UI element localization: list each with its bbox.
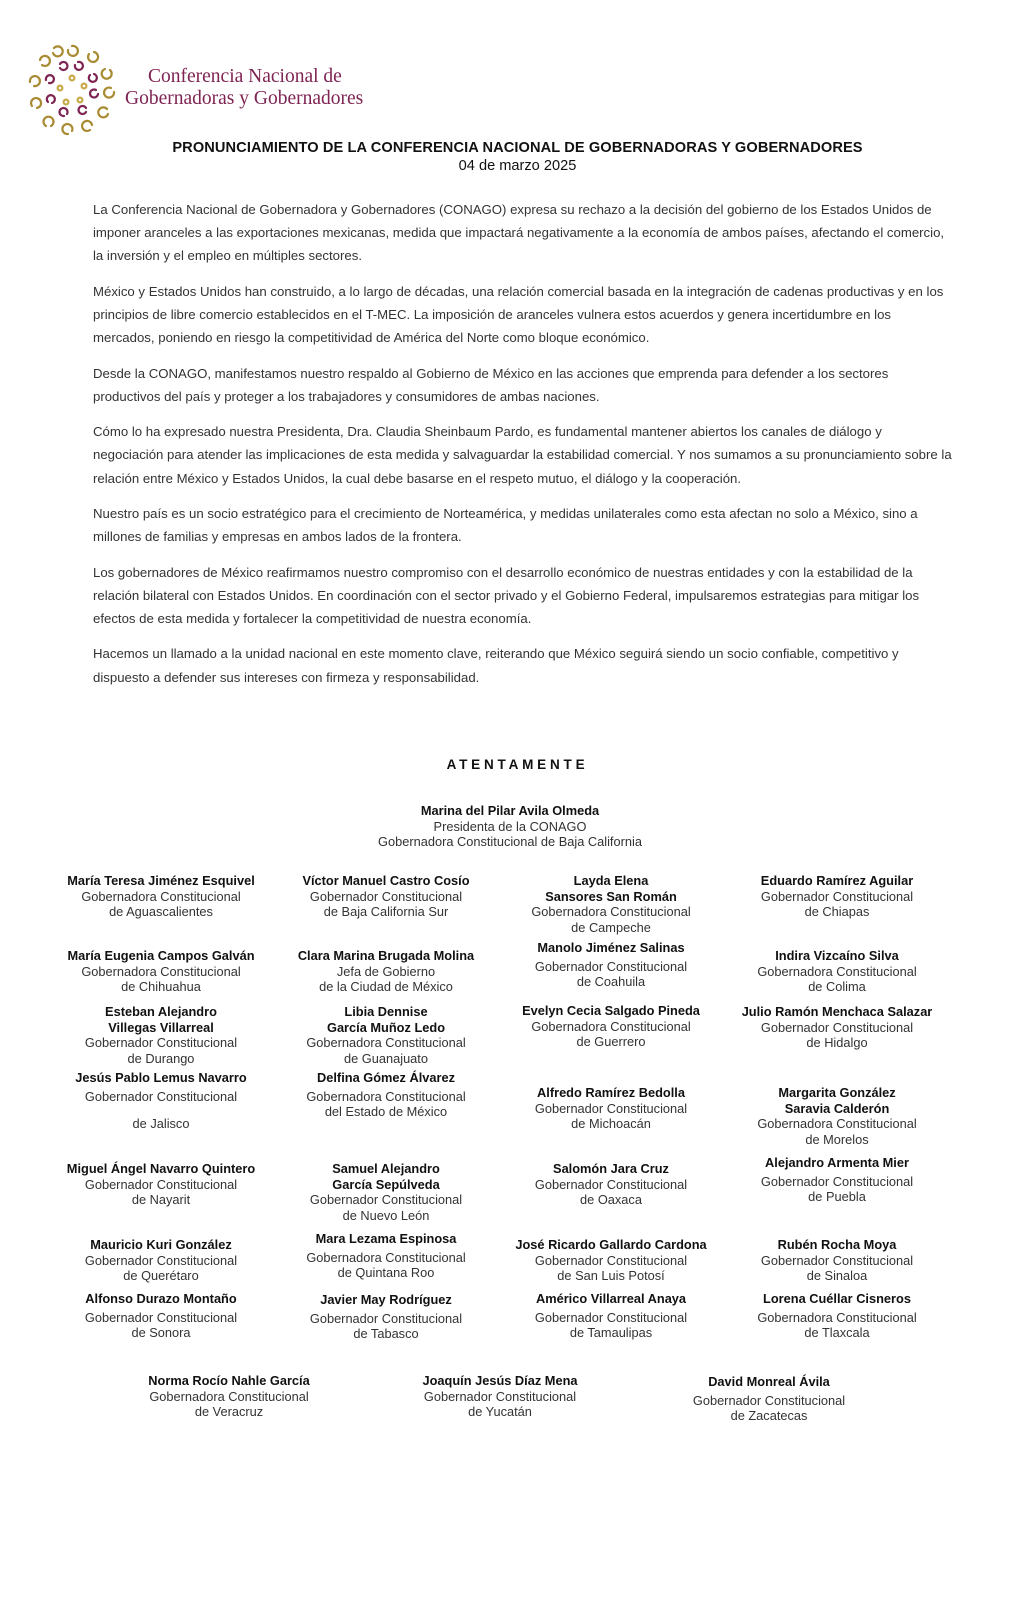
signatory-title: de Nayarit	[131, 1192, 191, 1207]
signatory	[266, 873, 506, 920]
signatory	[41, 1161, 281, 1208]
signatory-name: Jesús Pablo Lemus Navarro	[75, 1070, 247, 1085]
signatory-title: de Baja California Sur	[323, 904, 449, 919]
signatory-title: de Coahuila	[576, 974, 646, 989]
paragraph: Nuestro país es un socio estratégico para el crecimiento de Norteamérica, y medidas unilaterales como esta afectan no solo a México, sino a millones de familias y empresas en ambos lados de la frontera.	[93, 505, 918, 545]
signatory	[717, 1085, 957, 1147]
signatory-title: Gobernador Constitucional	[84, 1088, 238, 1104]
signatory-title: de Aguascalientes	[109, 904, 213, 919]
signatory-title: Gobernador Constitucional	[534, 1176, 688, 1192]
signatory-title: de Jalisco	[132, 1116, 190, 1131]
signatory	[717, 1004, 957, 1051]
signatory-name: Salomón Jara Cruz	[553, 1161, 669, 1176]
signatory-title: Gobernador Constitucional	[309, 888, 463, 904]
paragraph: La Conferencia Nacional de Gobernadora y Gobernadores (CONAGO) expresa su rechazo a la decisión del gobierno de los Estados Unidos de imponer aranceles a las exportaciones mexicanas, medida que impactará negativamente a la economía de ambos países, afectando el comercio, la inversión y el empleo en múltiples sectores.	[93, 202, 945, 264]
signatory-name: Mara Lezama Espinosa	[315, 1231, 457, 1246]
paragraph: Los gobernadores de México reafirmamos nuestro compromiso con el desarrollo económico de nuestras entidades y con la estabilidad de la relación bilateral con Estados Unidos. En coordinación con el sector privado y el Gobierno Federal, impulsaremos estrategias para mitigar los efectos de esta medida y fortalecer la competitividad de nuestra economía.	[93, 564, 920, 626]
signatory	[266, 948, 506, 995]
signatory	[41, 1237, 281, 1284]
signatory-title: de Chihuahua	[121, 979, 201, 994]
signatory	[717, 1155, 957, 1205]
paragraph: Hacemos un llamado a la unidad nacional en este momento clave, reiterando que México seguirá siendo un socio confiable, competitivo y dispuesto a defender sus intereses con firmeza y responsabilidad.	[93, 646, 899, 685]
signatory	[380, 1373, 620, 1420]
signatory	[109, 1373, 349, 1420]
signatory-name: María Teresa Jiménez Esquivel	[67, 873, 255, 888]
signatory	[266, 1292, 506, 1342]
signatory-title: de Durango	[127, 1050, 195, 1066]
signatory-name: Joaquín Jesús Díaz Mena	[422, 1373, 578, 1388]
signatory-name: Rubén Rocha Moya	[777, 1237, 897, 1252]
signatory-title: de Yucatán	[468, 1404, 532, 1419]
signatory-title: de Morelos	[805, 1131, 869, 1147]
signatory-name: José Ricardo Gallardo Cardona	[515, 1237, 707, 1252]
signatory-title: Gobernadora Constitucional	[81, 963, 241, 979]
signatory	[491, 1003, 731, 1050]
signatory-title: Gobernador Constitucional	[309, 1192, 463, 1207]
signatory-title: Gobernador Constitucional	[760, 1252, 914, 1268]
signatory	[717, 873, 957, 920]
signatory-name: Saravia Calderón	[784, 1100, 890, 1116]
paragraph: Cómo lo ha expresado nuestra Presidenta, Dra. Claudia Sheinbaum Pardo, es fundamental mantener abiertos los canales de diálogo y negociación para atender las implicaciones de esta medida y salvaguardar la estabilidad comercial. Y nos sumamos a su pronunciamiento sobre la relación entre México y Estados Unidos, la cual debe basarse en el respeto mutuo, el diálogo y la cooperación.	[93, 424, 952, 486]
signatory-title: de Tabasco	[353, 1326, 419, 1341]
signatory-title: Gobernadora Constitucional	[81, 888, 241, 904]
signatory-title: Gobernadora Constitucional	[149, 1388, 309, 1404]
signatory-title: Gobernador Constitucional	[84, 1309, 238, 1325]
signatory	[717, 1291, 957, 1341]
signatory	[41, 1070, 281, 1132]
signatory	[266, 1231, 506, 1281]
signatory	[491, 940, 731, 990]
signatory-title: de Quintana Roo	[337, 1265, 435, 1280]
signatory-name: Eduardo Ramírez Aguilar	[760, 873, 914, 888]
signatory-name: Libia Dennise	[344, 1004, 428, 1019]
document-title: PRONUNCIAMIENTO DE LA CONFERENCIA NACIONAL DE GOBERNADORAS Y GOBERNADORES	[172, 140, 863, 156]
signatory-name: David Monreal Ávila	[708, 1374, 830, 1389]
signatory	[41, 873, 281, 920]
signatory-name: Alfredo Ramírez Bedolla	[537, 1085, 685, 1100]
signatory-title: Gobernador Constitucional	[692, 1392, 846, 1408]
signatory-title: Gobernador Constitucional	[84, 1035, 238, 1050]
signatory-title: Gobernador Constitucional	[309, 1310, 463, 1326]
document-date: 04 de marzo 2025	[458, 158, 577, 174]
signatory-title: Gobernador Constitucional	[534, 958, 688, 974]
signatory-name: Indira Vizcaíno Silva	[775, 948, 899, 963]
signatory	[491, 1085, 731, 1132]
paragraph: Desde la CONAGO, manifestamos nuestro respaldo al Gobierno de México en las acciones que emprenda para defender a los sectores productivos del país y proteger a los trabajadores y consumidores de ambas naciones.	[93, 365, 889, 404]
signatory	[649, 1374, 889, 1424]
document-body	[93, 198, 953, 701]
signatory	[266, 1161, 506, 1223]
signatory-title: de Tlaxcala	[804, 1325, 870, 1340]
signatory-title: Gobernador Constitucional	[534, 1100, 688, 1116]
signatory-title: de Tamaulipas	[569, 1325, 653, 1340]
signatory-title: Gobernadora Constitucional	[306, 1249, 466, 1265]
signatory	[491, 1237, 731, 1284]
signatory	[491, 1291, 731, 1341]
signatory-name: Norma Rocío Nahle García	[148, 1373, 310, 1388]
signatory-name: Samuel Alejandro	[332, 1161, 440, 1176]
signatory-title: Gobernadora Constitucional	[757, 963, 917, 979]
signatory-title: Gobernador Constitucional	[534, 1252, 688, 1268]
signatory-title: de Puebla	[808, 1189, 866, 1204]
signatory-title: de Veracruz	[194, 1404, 264, 1419]
signatory-title: de Nuevo León	[342, 1207, 430, 1223]
signatory-role: Presidenta de la CONAGO	[433, 818, 587, 834]
signatory-name: Sansores San Román	[545, 888, 677, 904]
closing-atentamente: ATENTAMENTE	[446, 757, 589, 772]
signatory-title: Gobernadora Constitucional	[306, 1088, 466, 1104]
signatory-name: Layda Elena	[573, 873, 649, 888]
signatory-name: Javier May Rodríguez	[320, 1292, 452, 1307]
signatory	[717, 948, 957, 995]
signatory-name: Manolo Jiménez Salinas	[537, 940, 685, 955]
signatory-name: García Sepúlveda	[332, 1176, 440, 1192]
signatory-title: Gobernador Constitucional	[760, 888, 914, 904]
signatory-title: Gobernador Constitucional	[760, 1173, 914, 1189]
signatory	[41, 1291, 281, 1341]
signatory-name: Alejandro Armenta Mier	[765, 1155, 909, 1170]
signatory-name: Esteban Alejandro	[105, 1004, 217, 1019]
signatory	[266, 1004, 506, 1066]
signatory-title: de San Luis Potosí	[557, 1268, 665, 1283]
signatory-name: Marina del Pilar Avila Olmeda	[420, 803, 600, 818]
signatory-title: de Hidalgo	[806, 1035, 868, 1050]
organization-name-line1: Conferencia Nacional de	[148, 66, 342, 87]
signatory-title: Jefa de Gobierno	[336, 963, 436, 979]
signatory-name: García Muñoz Ledo	[326, 1019, 446, 1035]
signatory-title: Gobernadora Constitucional	[531, 904, 691, 919]
signatory-title: de Campeche	[571, 919, 651, 935]
signatory	[266, 1070, 506, 1120]
signatory-name: Margarita González	[778, 1085, 896, 1100]
signatory-title: de Michoacán	[571, 1116, 651, 1131]
signatory-title: Gobernador Constitucional	[84, 1176, 238, 1192]
organization-name-line2: Gobernadoras y Gobernadores	[125, 88, 364, 109]
signatory-name: Lorena Cuéllar Cisneros	[763, 1291, 911, 1306]
signatory-title: de Oaxaca	[580, 1192, 642, 1207]
signatory-title: de Guerrero	[576, 1034, 646, 1049]
signatory-title: Gobernador Constitucional	[760, 1019, 914, 1035]
signatory-name: Clara Marina Brugada Molina	[297, 948, 475, 963]
signatory	[41, 948, 281, 995]
signatory-name: Víctor Manuel Castro Cosío	[302, 873, 470, 888]
signatory-title: Gobernadora Constitucional	[306, 1035, 466, 1050]
signatory	[41, 1004, 281, 1066]
signatory-title: de Querétaro	[123, 1268, 199, 1283]
signatory-name: Alfonso Durazo Montaño	[85, 1291, 237, 1306]
signatory-name: María Eugenia Campos Galván	[67, 948, 255, 963]
organization-name	[125, 66, 363, 110]
president-signature	[310, 803, 710, 850]
signatory	[491, 1161, 731, 1208]
signatory	[491, 873, 731, 935]
signatory-title: de Zacatecas	[730, 1408, 808, 1423]
signatory	[717, 1237, 957, 1284]
signatory-title: de Chiapas	[804, 904, 870, 919]
signatory-title: Gobernadora Constitucional de Baja California	[378, 834, 642, 849]
signatory-name: Delfina Gómez Álvarez	[317, 1070, 455, 1085]
signatory-name: Julio Ramón Menchaca Salazar	[741, 1004, 933, 1019]
signatory-title: Gobernador Constitucional	[423, 1388, 577, 1404]
signatory-title: Gobernadora Constitucional	[757, 1309, 917, 1325]
signatory-name: Américo Villarreal Anaya	[535, 1291, 687, 1306]
signatory-title: de Guanajuato	[344, 1050, 428, 1066]
signatory-title: Gobernadora Constitucional	[531, 1018, 691, 1034]
signatory-name: Evelyn Cecia Salgado Pineda	[522, 1003, 700, 1018]
signatory-name: Villegas Villarreal	[108, 1019, 214, 1035]
signatory-title: de Sinaloa	[806, 1268, 868, 1283]
signatory-title: Gobernador Constitucional	[84, 1252, 238, 1268]
paragraph: México y Estados Unidos han construido, a lo largo de décadas, una relación comercial basada en la integración de cadenas productivas y en los principios de libre comercio establecidos en el T-MEC. La imposición de aranceles vulnera estos acuerdos y genera incertidumbre en los mercados, poniendo en riesgo la competitividad de América del Norte como bloque económico.	[93, 283, 944, 346]
signatory-title: de Colima	[808, 979, 866, 994]
signatory-title: de la Ciudad de México	[319, 979, 453, 994]
signatory-title: del Estado de México	[324, 1104, 448, 1119]
signatory-title: de Sonora	[131, 1325, 191, 1340]
signatory-title: Gobernadora Constitucional	[757, 1116, 917, 1131]
conago-logo-icon	[22, 40, 122, 140]
signatory-name: Mauricio Kuri González	[90, 1237, 232, 1252]
signatory-name: Miguel Ángel Navarro Quintero	[66, 1161, 256, 1176]
signatory-title: Gobernador Constitucional	[534, 1309, 688, 1325]
